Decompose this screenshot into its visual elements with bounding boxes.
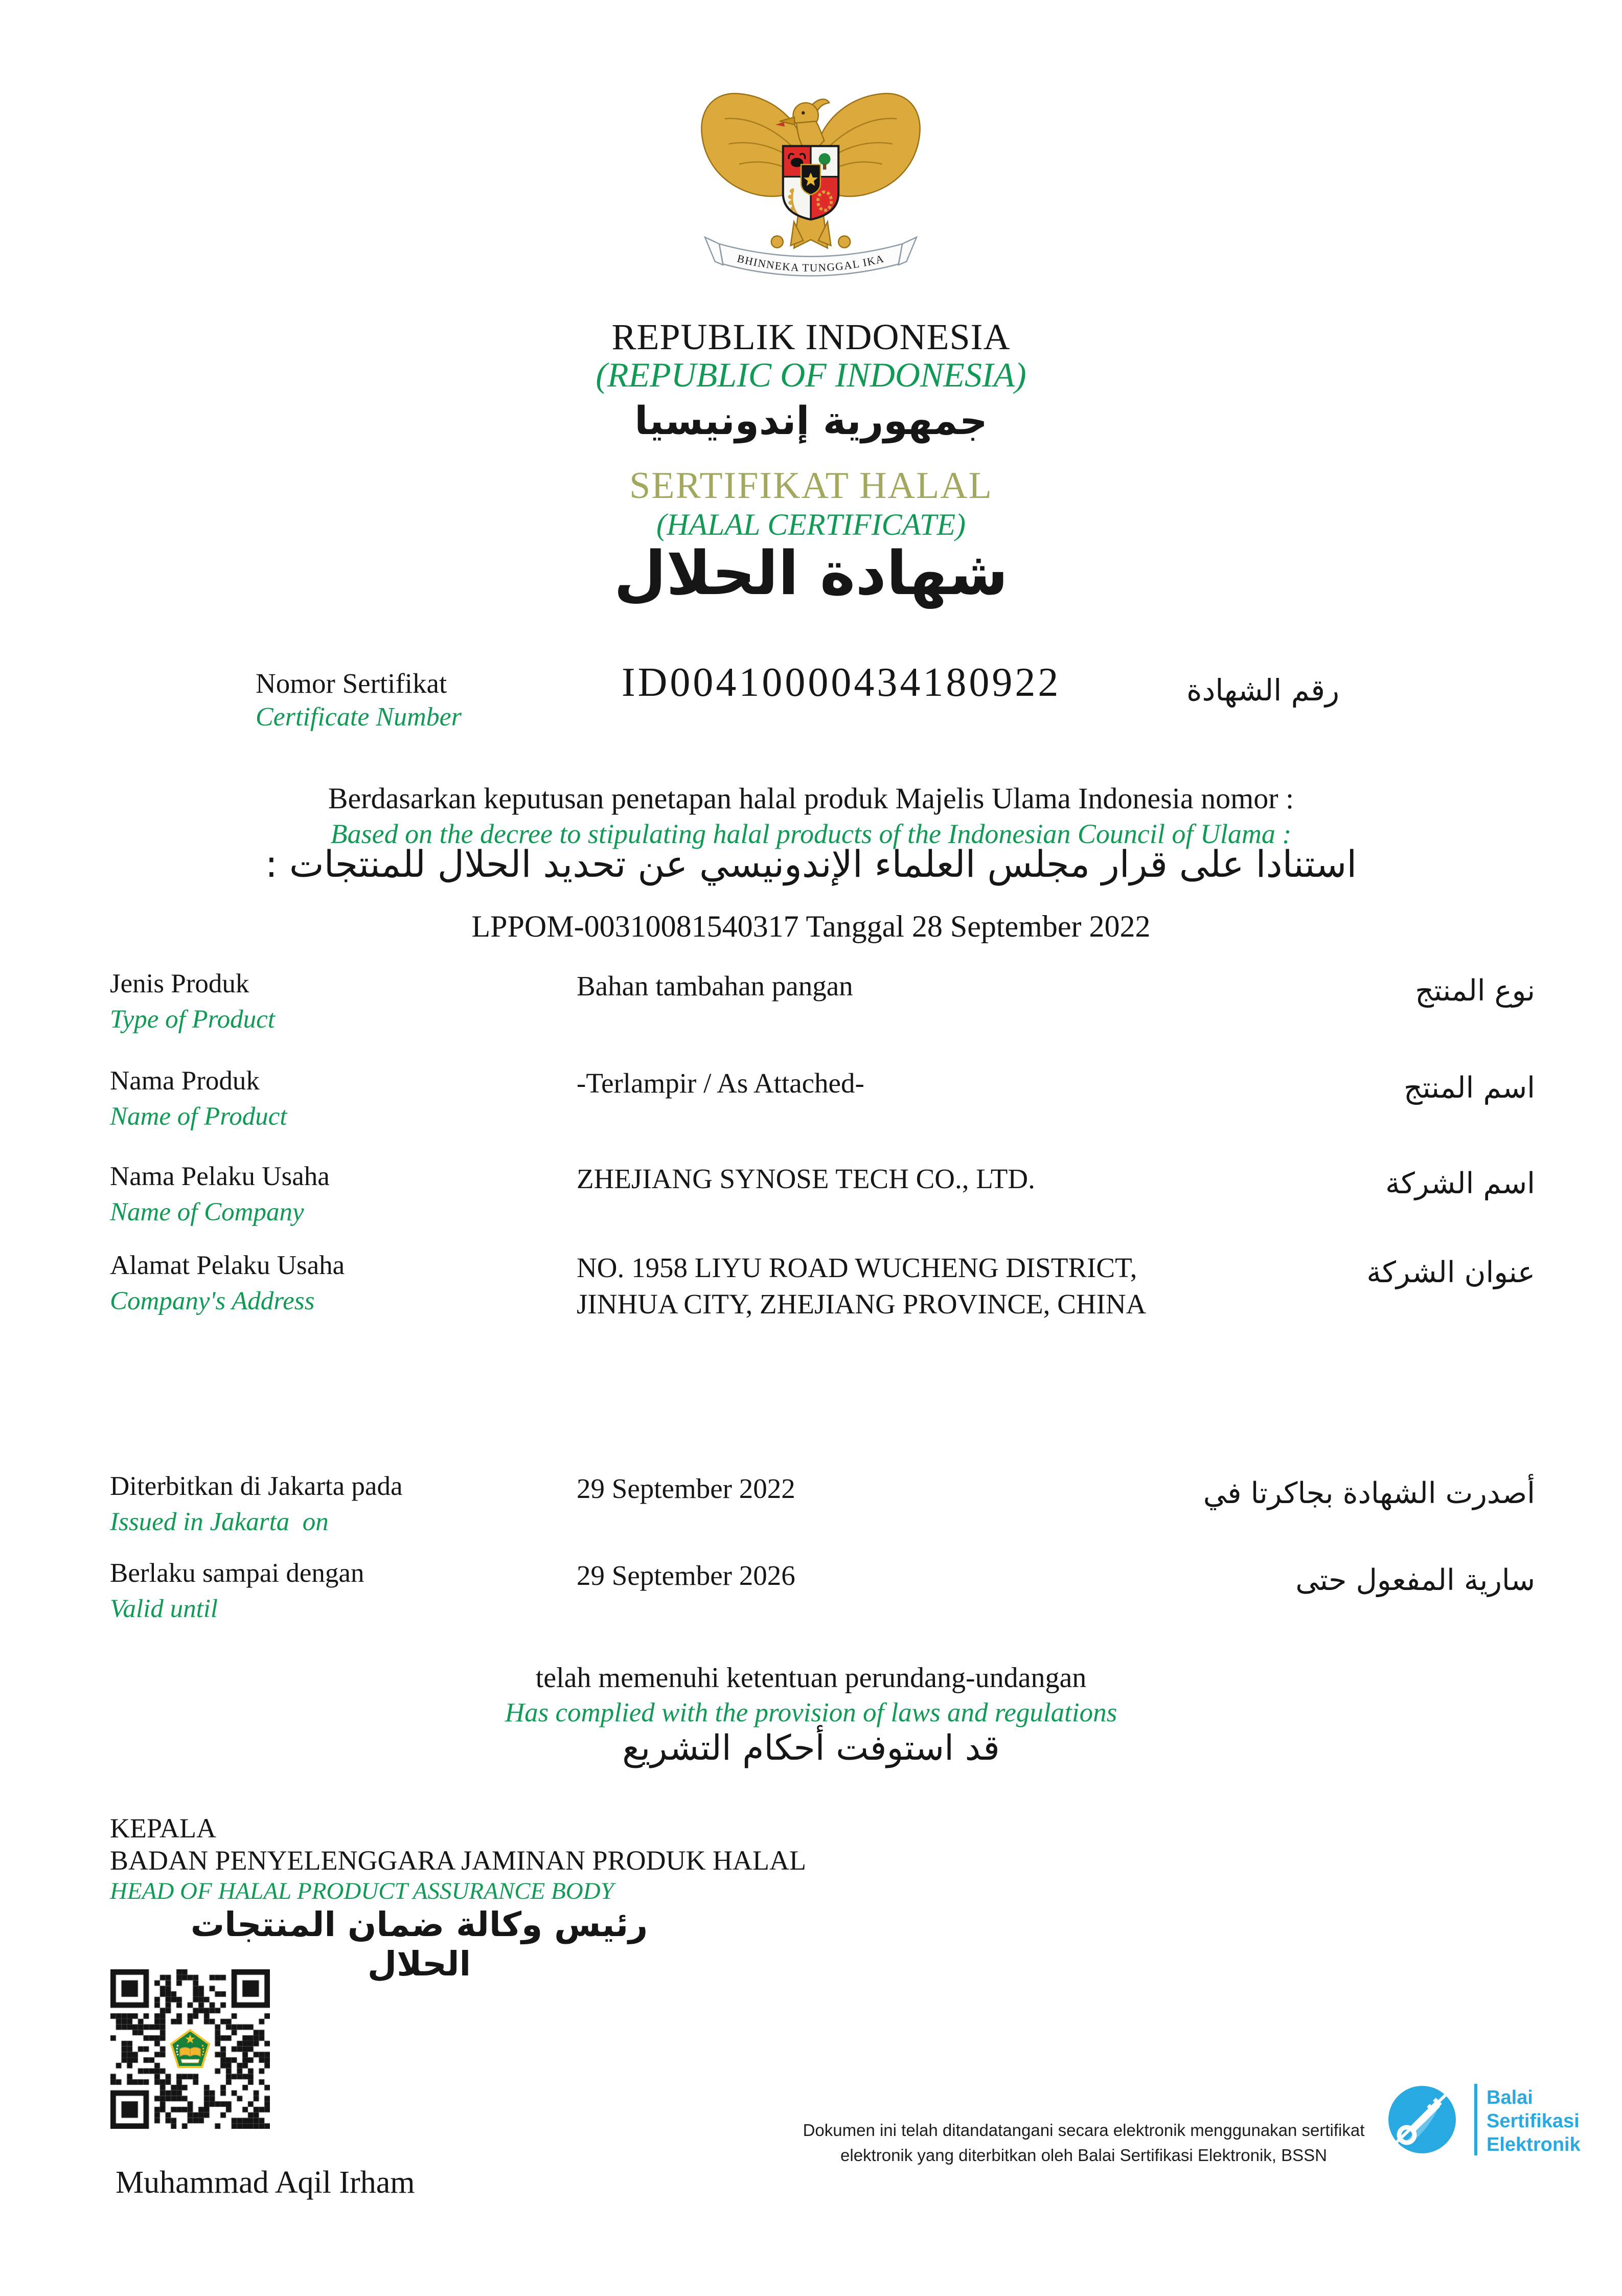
field-label-id: Nama Pelaku Usaha	[110, 1162, 330, 1191]
field-label-ar: أصدرت الشهادة بجاكرتا في	[1203, 1476, 1535, 1510]
bsre-logo-wordmark	[1487, 2086, 1581, 2156]
signer-title-badan: BADAN PENYELENGGARA JAMINAN PRODUK HALAL	[110, 1845, 806, 1876]
field-label	[110, 1249, 560, 1317]
certificate-number-label-ar: رقم الشهادة	[1186, 673, 1339, 708]
field-label	[110, 1065, 560, 1132]
country-title-ar: جمهورية إندونيسيا	[634, 398, 988, 443]
certificate-number-value: ID00410000434180922	[622, 660, 1061, 705]
esign-disclaimer	[787, 2118, 1380, 2168]
signer-title-ar: رئيس وكالة ضمان المنتجات الحلال	[190, 1905, 648, 1984]
certificate-number-row	[0, 660, 1622, 746]
field-label-ar: عنوان الشركة	[1366, 1256, 1535, 1289]
kemenag-logo	[169, 2028, 212, 2071]
field-label-en: Name of Product	[110, 1102, 287, 1131]
field-value: 29 September 2022	[577, 1473, 795, 1504]
bsre-logo-separator	[1474, 2084, 1477, 2155]
field-value: 29 September 2026	[577, 1560, 795, 1591]
field-label-ar: نوع المنتج	[1415, 974, 1535, 1008]
esign-disclaimer-line2: elektronik yang diterbitkan oleh Balai Sertifikasi Elektronik, BSSN	[840, 2146, 1327, 2165]
garuda-pancasila-emblem	[693, 77, 928, 287]
signer-title-kepala: KEPALA	[110, 1813, 217, 1844]
certificate-title-en: (HALAL CERTIFICATE)	[656, 508, 966, 541]
field-label-en: Name of Company	[110, 1198, 304, 1226]
field-value: NO. 1958 LIYU ROAD WUCHENG DISTRICT, JINHUA CITY, ZHEJIANG PROVINCE, CHINA	[577, 1252, 1147, 1320]
bsre-logo-line1: Balai	[1487, 2087, 1533, 2108]
field-label	[110, 968, 560, 1035]
esign-disclaimer-line1: Dokumen ini telah ditandatangani secara elektronik menggunakan sertifikat	[803, 2121, 1365, 2140]
field-label-en: Company's Address	[110, 1287, 315, 1315]
certificate-title-ar: شهادة الحلال	[613, 538, 1009, 608]
field-label-en: Issued in Jakarta on	[110, 1508, 329, 1536]
field-label-ar: اسم الشركة	[1385, 1167, 1535, 1200]
field-label	[110, 1470, 560, 1538]
decree-line-ar: استنادا على قرار مجلس العلماء الإندونيسي عن تحديد الحلال للمنتجات :	[265, 843, 1357, 885]
field-label-en: Type of Product	[110, 1005, 275, 1034]
field-value: Bahan tambahan pangan	[577, 970, 853, 1002]
field-label	[110, 1161, 560, 1228]
field-label-id: Nama Produk	[110, 1066, 260, 1096]
field-label-id: Diterbitkan di Jakarta pada	[110, 1471, 403, 1501]
compliance-line-id: telah memenuhi ketentuan perundang-undangan	[535, 1662, 1087, 1694]
decree-line-en: Based on the decree to stipulating halal products of the Indonesian Council of Ulama :	[330, 819, 1292, 849]
field-label	[110, 1557, 560, 1625]
field-value: -Terlampir / As Attached-	[577, 1067, 864, 1099]
field-label-ar: سارية المفعول حتى	[1295, 1563, 1535, 1597]
field-label-id: Berlaku sampai dengan	[110, 1558, 364, 1588]
signer-title-en: HEAD OF HALAL PRODUCT ASSURANCE BODY	[110, 1878, 614, 1904]
field-value: ZHEJIANG SYNOSE TECH CO., LTD.	[577, 1163, 1035, 1194]
field-label-en: Valid until	[110, 1595, 218, 1623]
compliance-line-en: Has complied with the provision of laws and regulations	[505, 1698, 1117, 1727]
field-label-ar: اسم المنتج	[1403, 1071, 1535, 1105]
certificate-number-label-en: Certificate Number	[256, 702, 462, 732]
decree-number-line: LPPOM-00310081540317 Tanggal 28 September 2022	[471, 910, 1151, 943]
country-title-en: (REPUBLIC OF INDONESIA)	[596, 355, 1026, 394]
decree-line-id: Berdasarkan keputusan penetapan halal produk Majelis Ulama Indonesia nomor :	[328, 782, 1294, 815]
emblem-banner	[705, 237, 917, 276]
compliance-line-ar: قد استوفت أحكام التشريع	[622, 1728, 1000, 1768]
bsre-logo-icon	[1386, 2084, 1458, 2155]
certificate-title-id: SERTIFIKAT HALAL	[629, 465, 993, 507]
certificate-number-label-id: Nomor Sertifikat	[256, 668, 447, 699]
country-title-id: REPUBLIK INDONESIA	[611, 316, 1011, 357]
certificate-number-label	[256, 667, 462, 734]
emblem-banner-text: BHINNEKA TUNGGAL IKA	[736, 252, 886, 274]
signer-name: Muhammad Aqil Irham	[116, 2165, 415, 2200]
field-label-id: Alamat Pelaku Usaha	[110, 1251, 345, 1280]
field-label-id: Jenis Produk	[110, 969, 249, 998]
bsre-logo-line3: Elektronik	[1487, 2134, 1581, 2155]
bsre-logo-line2: Sertifikasi	[1487, 2110, 1580, 2132]
